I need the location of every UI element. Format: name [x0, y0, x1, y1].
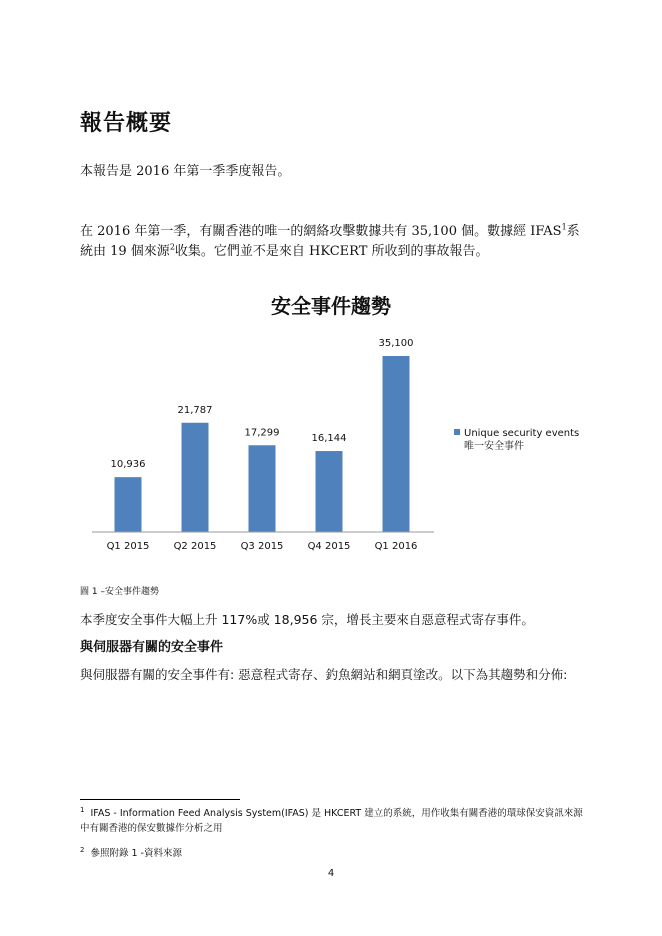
- footnote-1-number: 1: [80, 805, 85, 814]
- bar-q4-2015: [316, 451, 343, 532]
- figure-caption: 圖 1 –安全事件趨勢: [80, 587, 159, 597]
- footnote-2-text: 參照附錄 1 -資料來源: [90, 848, 182, 859]
- bar-q3-2015: [249, 445, 276, 532]
- x-tick-label: Q4 2015: [307, 541, 351, 552]
- data-label: 21,787: [177, 404, 213, 416]
- x-tick-label: Q2 2015: [173, 541, 217, 552]
- data-summary-part2: 系統由 19 個來源: [80, 224, 580, 259]
- increase-paragraph: 本季度安全事件大幅上升 117%或 18,956 宗，增長主要來自惡意程式寄存事件。: [80, 612, 534, 627]
- chart-title: 安全事件趨勢: [271, 294, 391, 318]
- footnote-1-text: IFAS - Information Feed Analysis System(IFAS) 是 HKCERT 建立的系統，用作收集有關香港的環球保安資訊來源中有關香港的保安數據作分析之用: [80, 808, 583, 834]
- data-label: 17,299: [244, 427, 280, 439]
- legend-swatch: [454, 429, 460, 435]
- data-label: 35,100: [378, 338, 414, 349]
- section-heading: 報告概要: [80, 111, 173, 136]
- data-label: 16,144: [311, 433, 347, 445]
- x-tick-label: Q1 2016: [374, 541, 418, 552]
- x-tick-label: Q1 2015: [106, 541, 150, 552]
- data-summary-part3: 收集。它們並不是來自 HKCERT 所收到的事故報告。: [174, 244, 489, 259]
- bar-q1-2015: [115, 477, 142, 532]
- legend-label-zh: 唯一安全事件: [464, 441, 524, 452]
- server-events-subheading: 與伺服器有關的安全事件: [80, 640, 224, 655]
- bar-q1-2016: [383, 356, 410, 532]
- data-label: 10,936: [110, 459, 146, 471]
- server-events-paragraph: 與伺服器有關的安全事件有: 惡意程式寄存、釣魚網站和網頁塗改。以下為其趨勢和分佈:: [80, 667, 568, 682]
- footnote-2: [80, 846, 585, 861]
- footnote-ref-1[interactable]: 1: [561, 222, 567, 232]
- footnote-divider: [80, 799, 240, 800]
- bar-q2-2015: [182, 423, 209, 532]
- footnote-ref-2[interactable]: 2: [169, 242, 175, 252]
- x-tick-label: Q3 2015: [240, 541, 284, 552]
- page-number: 4: [327, 868, 335, 879]
- data-summary-part1: 在 2016 年第一季，有關香港的唯一的網絡攻擊數據共有 35,100 個。數據經 IFAS: [80, 224, 562, 239]
- footnote-1: [80, 806, 585, 836]
- footnote-2-number: 2: [80, 845, 85, 854]
- legend-label-en: Unique security events: [464, 428, 580, 439]
- intro-paragraph: 本報告是 2016 年第一季季度報告。: [80, 164, 291, 179]
